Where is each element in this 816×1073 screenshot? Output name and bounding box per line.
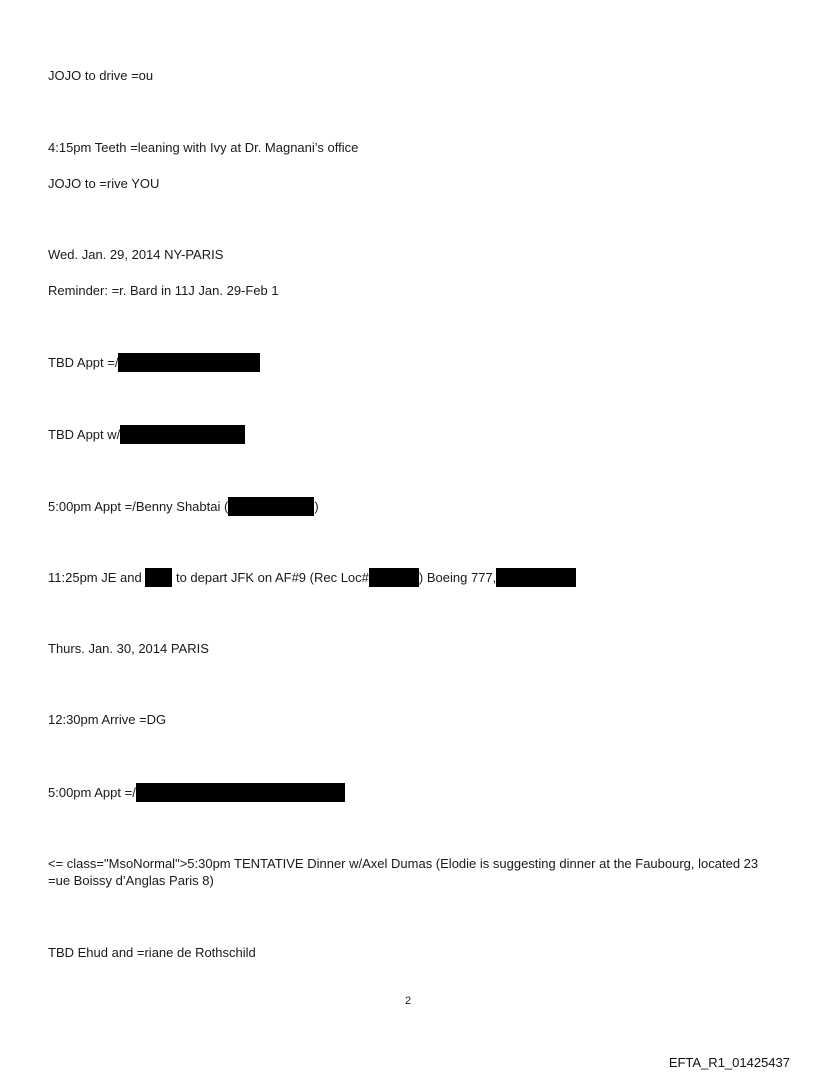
appointment-text: 5:00pm Appt =/Benny Shabtai ( xyxy=(48,499,229,514)
date-heading: Thurs. Jan. 30, 2014 PARIS xyxy=(48,641,209,656)
appointment-line xyxy=(48,497,319,516)
document-id: EFTA_R1_01425437 xyxy=(668,1055,790,1070)
appointment-text: ) xyxy=(314,499,319,514)
appointment-line xyxy=(48,425,245,444)
text-line: JOJO to drive =ou xyxy=(48,68,154,83)
appointment-line xyxy=(48,783,345,802)
text-line: JOJO to =rive YOU xyxy=(48,176,160,191)
text-line: <= class="MsoNormal">5:30pm TENTATIVE Dinner w/Axel Dumas (Elodie is suggesting dinner at the Faubourg, located 23 =ue Boissy d’Anglas Paris 8) xyxy=(48,856,759,888)
text-line: 12:30pm Arrive =DG xyxy=(48,712,167,727)
redaction-block xyxy=(369,568,419,587)
text-line: 4:15pm Teeth =leaning with Ivy at Dr. Magnani’s office xyxy=(48,140,359,155)
date-heading: Wed. Jan. 29, 2014 NY-PARIS xyxy=(48,247,224,262)
appointment-text: TBD Appt w/ xyxy=(48,427,121,442)
text-line: Reminder: =r. Bard in 11J Jan. 29-Feb 1 xyxy=(48,283,279,298)
flight-text: 11:25pm JE and xyxy=(48,570,142,585)
redaction-block xyxy=(136,783,345,802)
redaction-block xyxy=(145,568,172,587)
appointment-text: TBD Appt =/ xyxy=(48,355,119,370)
flight-text: ) Boeing 777, xyxy=(418,570,497,585)
flight-line xyxy=(48,568,576,587)
redaction-block xyxy=(118,353,260,372)
redaction-block xyxy=(228,497,314,516)
text-line: TBD Ehud and =riane de Rothschild xyxy=(48,945,256,960)
redaction-block xyxy=(120,425,245,444)
flight-text: to depart JFK on AF#9 (Rec Loc# xyxy=(172,570,369,585)
appointment-text: 5:00pm Appt =/ xyxy=(48,785,136,800)
appointment-line xyxy=(48,353,260,372)
page-number: 2 xyxy=(404,995,412,1007)
redaction-block xyxy=(496,568,576,587)
